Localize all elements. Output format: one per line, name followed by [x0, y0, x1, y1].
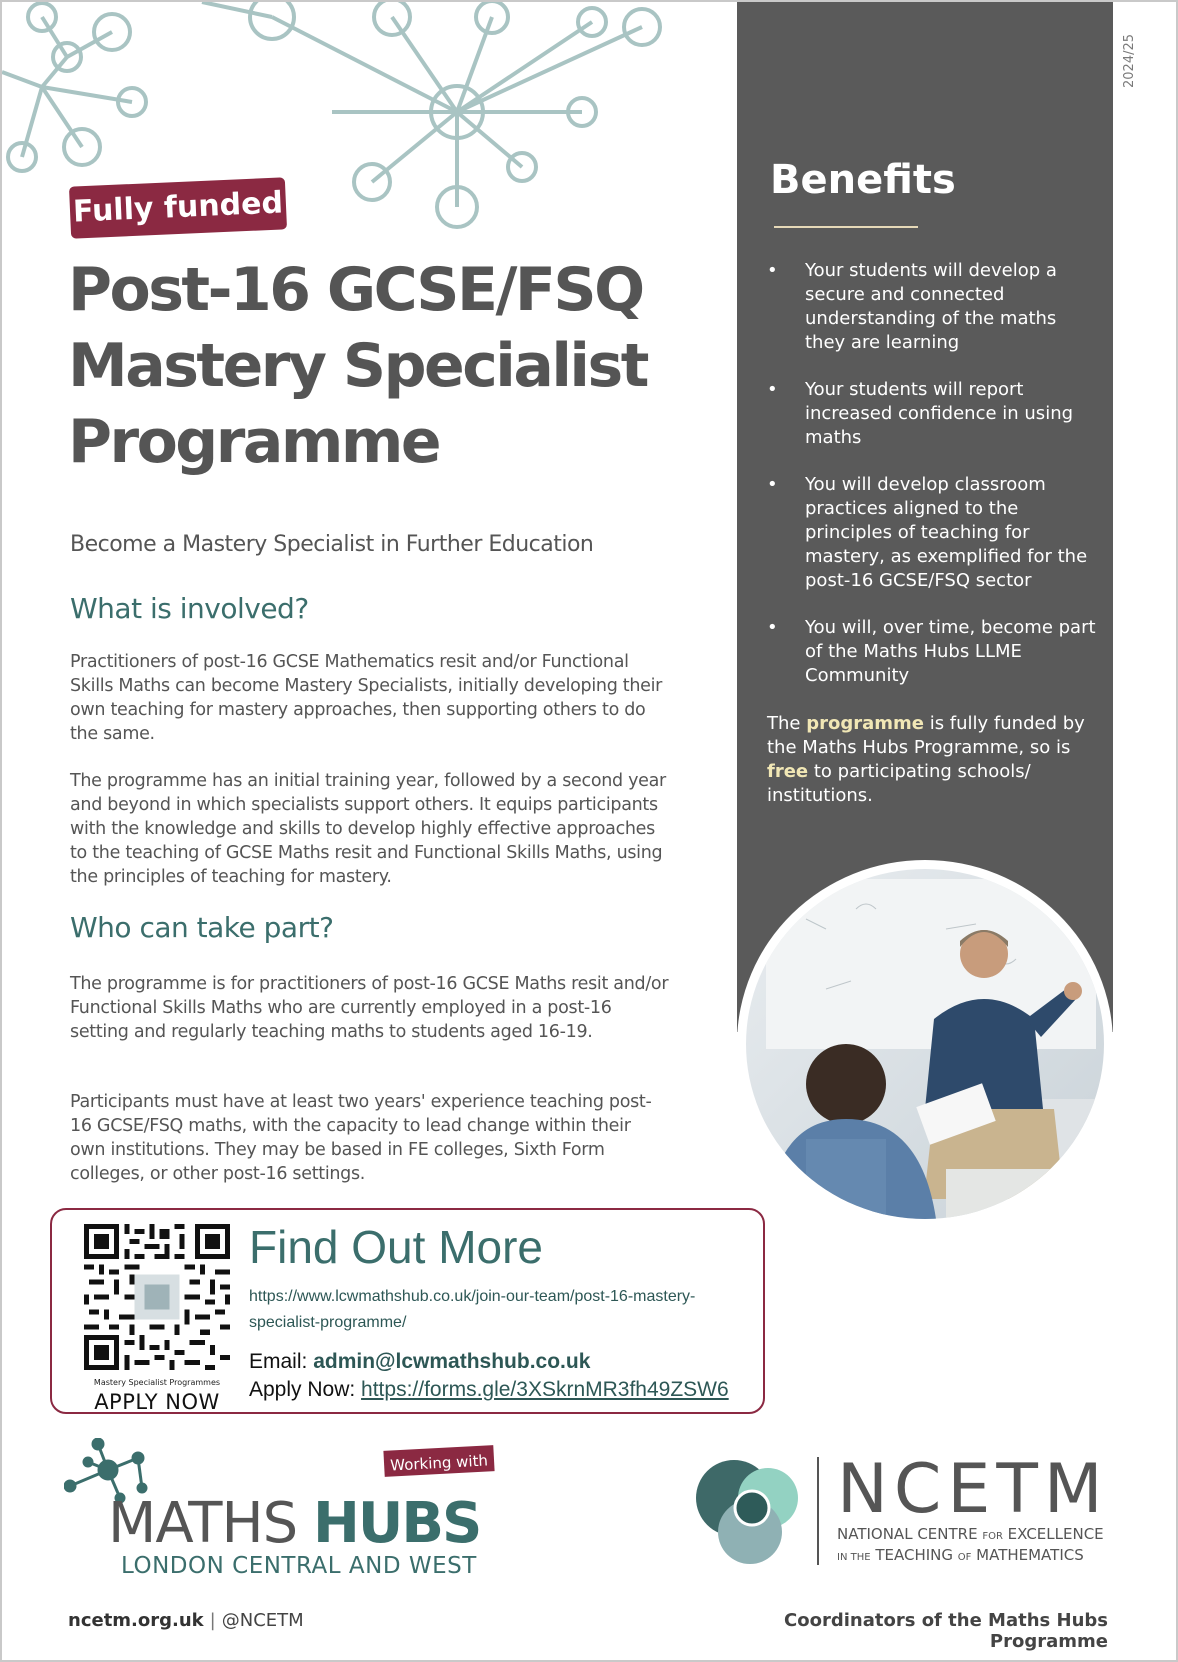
- page-title: [68, 252, 668, 480]
- find-out-more-title: Find Out More: [249, 1221, 543, 1273]
- title-line: Programme: [68, 407, 440, 477]
- email-link[interactable]: admin@lcwmathshub.co.uk: [313, 1350, 591, 1373]
- benefit-item: • Your students will report increased confidence in using maths: [767, 378, 1097, 450]
- funded-note-text: The: [767, 713, 807, 734]
- photo-image: [746, 869, 1104, 1219]
- benefit-item: • You will develop classroom practices aligned to the principles of teaching for mastery, as exemplified for the post-16 GCSE/FSQ sector: [767, 473, 1097, 593]
- ncetm-wordmark: NCETM: [837, 1452, 1109, 1529]
- section-heading-who: Who can take part?: [70, 911, 334, 944]
- section-heading-involved: What is involved?: [70, 592, 309, 625]
- qr-caption: Mastery Specialist Programmes: [93, 1378, 221, 1387]
- funded-note: [767, 712, 1097, 808]
- apply-line: [249, 1378, 729, 1402]
- ncetm-line-1: [837, 1525, 1104, 1543]
- title-line: Mastery Specialist: [68, 331, 647, 401]
- subtitle: Become a Mastery Specialist in Further Education: [70, 532, 594, 557]
- benefit-item: • You will, over time, become part of the Maths Hubs LLME Community: [767, 616, 1097, 688]
- ncetm-text-small: OF: [957, 1552, 972, 1563]
- hubs-wordmark: HUBS: [313, 1491, 481, 1556]
- footer-links: [68, 1610, 304, 1631]
- involved-paragraph-2: The programme has an initial training year, followed by a second year and beyond in which specialists support others. It equips participants with the knowledge and skills to develop highly effective approaches to the teaching of GCSE Maths resit and Functional Skills Maths, using the principles of teaching for mastery.: [70, 771, 666, 887]
- email-line: [249, 1350, 590, 1374]
- footer-tagline: Coordinators of the Maths Hubs Programme: [784, 1610, 1108, 1652]
- teacher-photo: [737, 860, 1113, 1228]
- qr-code-icon[interactable]: [84, 1224, 230, 1370]
- benefits-heading: Benefits: [770, 157, 956, 203]
- year-label: 2024/25: [1122, 33, 1137, 88]
- programme-url-link[interactable]: https://www.lcwmathshub.co.uk/join-our-team/post-16-mastery-specialist-programme/: [249, 1288, 696, 1331]
- funded-note-text: is fully funded by the Maths Hubs Programme, so is: [767, 713, 1085, 758]
- ncetm-line-2: [837, 1546, 1084, 1564]
- twitter-handle[interactable]: @NCETM: [221, 1610, 304, 1631]
- ncetm-text: MATHEMATICS: [971, 1546, 1084, 1564]
- apply-label: Apply Now:: [249, 1378, 362, 1401]
- who-paragraph-1: The programme is for practitioners of post-16 GCSE Maths resit and/or Functional Skills Maths who are currently employed in a post-16 setting and regularly teaching maths to students aged 16-19.: [70, 974, 669, 1042]
- footer-separator: |: [209, 1610, 216, 1631]
- region-label: LONDON CENTRAL AND WEST: [121, 1553, 477, 1578]
- ncetm-text-small: FOR: [982, 1531, 1003, 1542]
- involved-paragraph-1: Practitioners of post-16 GCSE Mathematics resit and/or Functional Skills Maths can become Mastery Specialists, initially developing their own teaching for mastery approaches, then supporting others to do the same.: [70, 652, 663, 744]
- funded-note-text: to participating schools/ institutions.: [767, 761, 1031, 806]
- ncetm-text: EXCELLENCE: [1002, 1525, 1104, 1543]
- maths-wordmark: MATHS: [108, 1491, 298, 1556]
- benefits-divider: [774, 226, 918, 228]
- benefit-item: • Your students will develop a secure and connected understanding of the maths they are learning: [767, 259, 1097, 355]
- fully-funded-badge: Fully funded: [69, 177, 287, 238]
- website-link[interactable]: ncetm.org.uk: [68, 1610, 204, 1631]
- ncetm-text: NATIONAL CENTRE: [837, 1525, 983, 1543]
- funded-note-highlight: programme: [806, 713, 924, 734]
- working-with-label: Working with: [389, 1451, 489, 1475]
- benefits-list: [767, 259, 1097, 711]
- who-paragraph-2: Participants must have at least two years' experience teaching post-16 GCSE/FSQ maths, with the capacity to lead change within their own institutions. They may be based in FE colleges, Sixth Form colleges, or other post-16 settings.: [70, 1092, 652, 1184]
- funded-note-highlight: free: [767, 761, 809, 782]
- apply-now-link[interactable]: https://forms.gle/3XSkrnMR3fh49ZSW6: [361, 1378, 729, 1401]
- maths-hubs-logo: [64, 1438, 504, 1578]
- title-line: Post-16 GCSE/FSQ: [68, 255, 643, 325]
- ncetm-text-small: IN THE: [837, 1552, 871, 1563]
- find-out-more-box: [50, 1208, 765, 1414]
- qr-apply-label: APPLY NOW: [94, 1390, 220, 1414]
- email-label: Email:: [249, 1350, 314, 1373]
- ncetm-text: TEACHING: [870, 1546, 958, 1564]
- ncetm-logo: [682, 1452, 1122, 1572]
- classroom-illustration-icon: [746, 869, 1104, 1219]
